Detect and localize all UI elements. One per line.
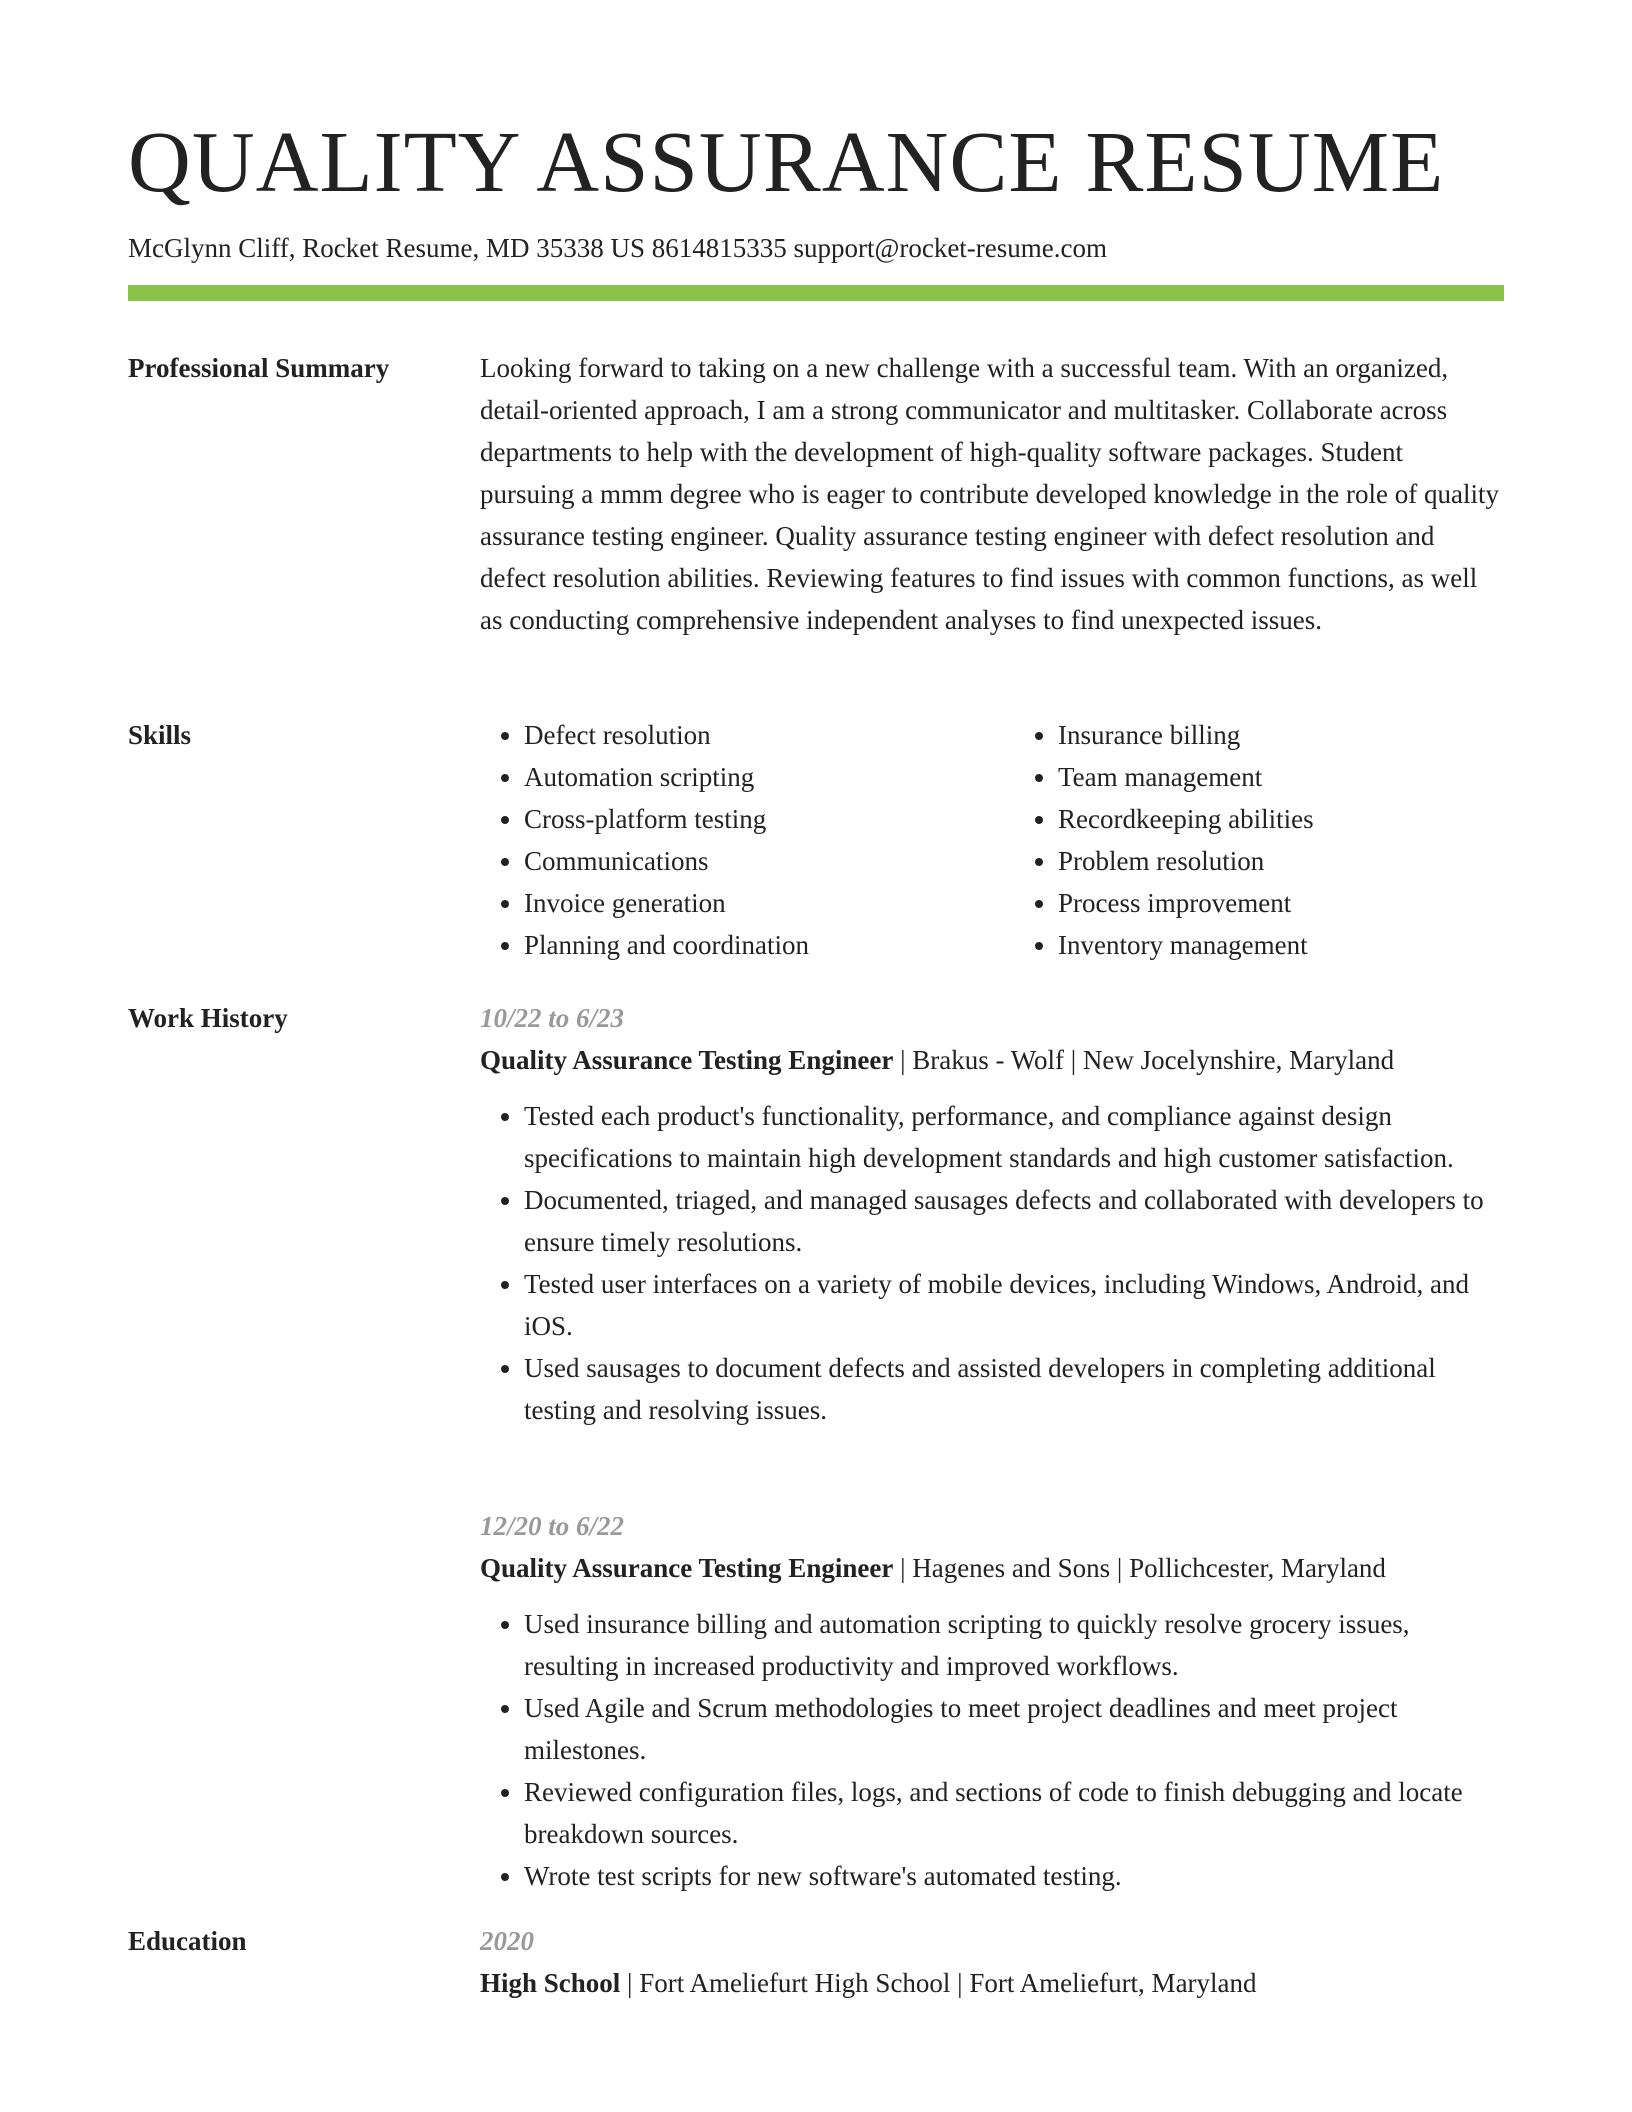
education-label: Education [128, 1926, 247, 1956]
skills-list-left [480, 714, 970, 966]
summary-label: Professional Summary [128, 353, 390, 383]
work-content [480, 997, 1504, 1431]
job-entry [480, 1505, 1504, 1897]
work-content-2 [480, 1505, 1504, 1897]
job-title: Quality Assurance Testing Engineer [480, 1553, 894, 1583]
job-role [480, 1039, 1504, 1081]
job-details: | Brakus - Wolf | New Jocelynshire, Maryland [893, 1045, 1395, 1075]
job-bullet: • Reviewed configuration files, logs, and sections of code to finish debugging and locate breakdown sources. [524, 1771, 1504, 1855]
job-bullet: • Used sausages to document defects and assisted developers in completing additional testing and resolving issues. [524, 1347, 1504, 1431]
skill-item: • Process improvement [1058, 882, 1504, 924]
skills-label: Skills [128, 720, 192, 750]
education-content [480, 1920, 1504, 2004]
job-title: Quality Assurance Testing Engineer [480, 1045, 894, 1075]
skills-columns [480, 714, 1504, 966]
summary-content [480, 347, 1504, 641]
job-bullet: • Wrote test scripts for new software's automated testing. [524, 1855, 1504, 1897]
skill-item: • Planning and coordination [524, 924, 970, 966]
skill-item: • Insurance billing [1058, 714, 1504, 756]
skill-item: • Recordkeeping abilities [1058, 798, 1504, 840]
skill-item: • Defect resolution [524, 714, 970, 756]
job-bullet: • Used Agile and Scrum methodologies to meet project deadlines and meet project milestones. [524, 1687, 1504, 1771]
job-bullets [480, 1095, 1504, 1431]
education-degree: High School [480, 1968, 621, 1998]
skill-item: • Team management [1058, 756, 1504, 798]
education-year: 2020 [480, 1926, 534, 1956]
skill-item: • Problem resolution [1058, 840, 1504, 882]
skill-item: • Invoice generation [524, 882, 970, 924]
job-bullet: • Documented, triaged, and managed sausages defects and collaborated with developers to ensure timely resolutions. [524, 1179, 1504, 1263]
summary-text: Looking forward to taking on a new challenge with a successful team. With an organized, detail-oriented approach, I am a strong communicator and multitasker. Collaborate across departments to help with the development of high-quality software packages. Student pursuing a mmm degree who is eager to contribute developed knowledge in the role of quality assurance testing engineer. Quality assurance testing engineer with defect resolution and defect resolution abilities. Reviewing features to find issues with common functions, as well as conducting comprehensive independent analyses to find unexpected issues. [480, 353, 1499, 635]
education-role [480, 1962, 1504, 2004]
job-bullet: • Tested user interfaces on a variety of mobile devices, including Windows, Android, and iOS. [524, 1263, 1504, 1347]
job-details: | Hagenes and Sons | Pollichcester, Maryland [893, 1553, 1386, 1583]
skill-item: • Communications [524, 840, 970, 882]
skill-item: • Inventory management [1058, 924, 1504, 966]
skill-item: • Automation scripting [524, 756, 970, 798]
job-bullets [480, 1603, 1504, 1897]
job-bullet: • Tested each product's functionality, performance, and compliance against design specifications to maintain high development standards and high customer satisfaction. [524, 1095, 1504, 1179]
work-label: Work History [128, 1003, 288, 1033]
skill-item: • Cross-platform testing [524, 798, 970, 840]
resume-title: QUALITY ASSURANCE RESUME [128, 113, 1445, 210]
job-dates: 10/22 to 6/23 [480, 1003, 625, 1033]
job-bullet: • Used insurance billing and automation scripting to quickly resolve grocery issues, resulting in increased productivity and improved workflows. [524, 1603, 1504, 1687]
job-dates: 12/20 to 6/22 [480, 1511, 625, 1541]
skills-list-right [1014, 714, 1504, 966]
job-role [480, 1547, 1504, 1589]
job-entry [480, 997, 1504, 1431]
contact-line: McGlynn Cliff, Rocket Resume, MD 35338 US 8614815335 support@rocket-resume.com [128, 233, 1108, 263]
education-details: | Fort Ameliefurt High School | Fort Ameliefurt, Maryland [620, 1968, 1257, 1998]
accent-rule [128, 285, 1504, 301]
